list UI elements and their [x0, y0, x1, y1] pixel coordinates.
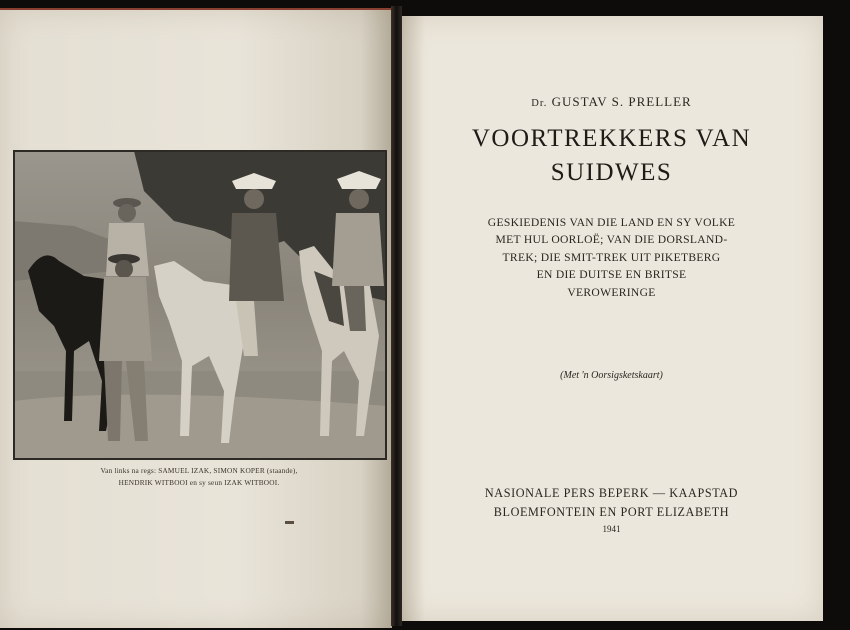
author-line — [400, 94, 823, 110]
subtitle-line: VEROWERINGE — [567, 285, 656, 299]
title-line-2: SUIDWES — [550, 159, 673, 186]
title-line-1: VOORTREKKERS VAN — [471, 125, 752, 152]
book-title — [400, 122, 823, 190]
publisher-line-2: BLOEMFONTEIN EN PORT ELIZABETH — [493, 505, 730, 519]
subtitle-line: EN DIE DUITSE EN BRITSE — [536, 268, 687, 282]
author-prefix: Dr. — [531, 98, 548, 109]
map-note: (Met 'n Oorsigsketskaart) — [560, 370, 663, 381]
author-name: GUSTAV S. PRELLER — [551, 94, 692, 109]
subtitle-line: MET HUL OORLOË; VAN DIE DORSLAND- — [495, 233, 728, 247]
publisher-line-1: NASIONALE PERS BEPERK — KAAPSTAD — [484, 486, 739, 500]
publication-year: 1941 — [602, 524, 621, 534]
subtitle-line: TREK; DIE SMIT-TREK UIT PIKETBERG — [502, 250, 721, 264]
photo-caption-line-2: HENDRIK WITBOOI en sy seun IZAK WITBOOI. — [118, 478, 280, 487]
book-subtitle — [400, 214, 823, 301]
frontispiece-photo — [13, 150, 387, 460]
subtitle-line: GESKIEDENIS VAN DIE LAND EN SY VOLKE — [487, 216, 736, 229]
photo-caption-line-1: Van links na regs: SAMUEL IZAK, SIMON KOPER (staande), — [100, 466, 298, 475]
publisher-block — [400, 484, 823, 522]
page-mark — [285, 521, 294, 524]
